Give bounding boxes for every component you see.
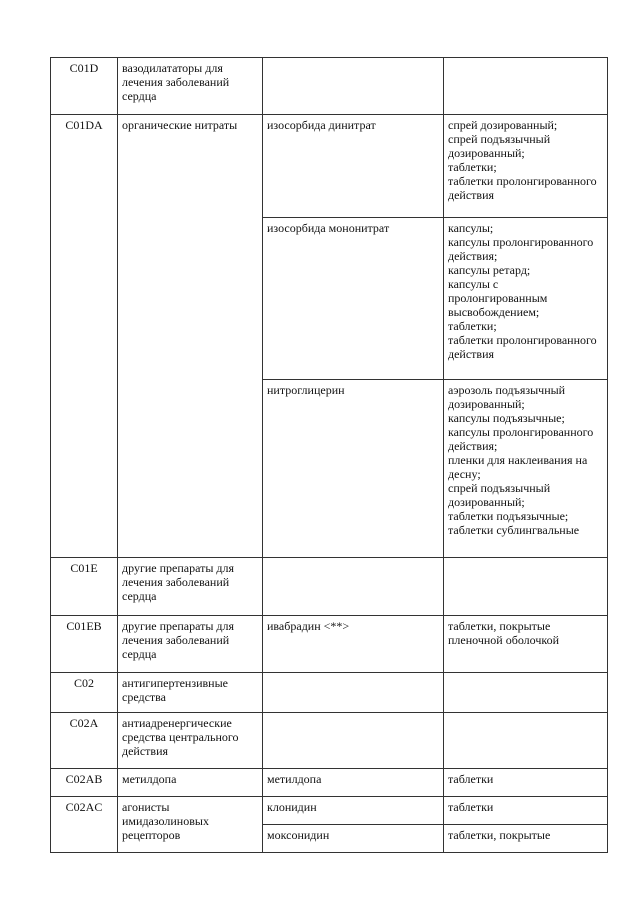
table-row xyxy=(51,616,608,673)
form-line: таблетки сублингвальные xyxy=(448,523,580,537)
forms-cell xyxy=(444,769,608,797)
group-cell xyxy=(118,616,263,673)
form-line: таблетки xyxy=(448,772,494,786)
form-line: дозированный; xyxy=(448,146,525,160)
group-cell xyxy=(118,558,263,616)
drug-cell: клонидин xyxy=(263,797,444,825)
group-cell xyxy=(118,769,263,797)
table-row xyxy=(51,797,608,825)
drug-cell: моксонидин xyxy=(263,825,444,853)
form-line: таблетки, покрытые xyxy=(448,619,551,633)
table-row xyxy=(51,713,608,769)
group-line: рецепторов xyxy=(122,828,181,842)
drug-cell xyxy=(263,713,444,769)
group-cell xyxy=(118,797,263,853)
forms-cell xyxy=(444,825,608,853)
forms-cell xyxy=(444,797,608,825)
table-row xyxy=(51,58,608,115)
group-line: другие препараты для xyxy=(122,561,235,575)
form-line: таблетки подъязычные; xyxy=(448,509,569,523)
form-line: аэрозоль подъязычный xyxy=(448,383,566,397)
form-line: спрей подъязычный xyxy=(448,132,551,146)
group-line: вазодилататоры для xyxy=(122,61,223,75)
drug-cell: изосорбида динитрат xyxy=(263,115,444,218)
form-line: десну; xyxy=(448,467,481,481)
atc-code-cell: C02A xyxy=(51,713,118,769)
forms-cell xyxy=(444,713,608,769)
atc-code-cell: C01DA xyxy=(51,115,118,558)
group-line: средства центрального xyxy=(122,730,239,744)
atc-code-cell: C02AC xyxy=(51,797,118,853)
drug-cell xyxy=(263,58,444,115)
group-line: другие препараты для xyxy=(122,619,235,633)
group-line: лечения заболеваний xyxy=(122,575,230,589)
drug-classification-table xyxy=(50,57,608,853)
form-line: капсулы пролонгированного xyxy=(448,235,594,249)
group-line: сердца xyxy=(122,589,157,603)
form-line: пленочной оболочкой xyxy=(448,633,560,647)
group-line: лечения заболеваний xyxy=(122,75,230,89)
forms-cell xyxy=(444,115,608,218)
group-line: метилдопа xyxy=(122,772,177,786)
form-line: капсулы подъязычные; xyxy=(448,411,565,425)
table-row xyxy=(51,769,608,797)
group-line: имидазолиновых xyxy=(122,814,209,828)
form-line: капсулы; xyxy=(448,221,494,235)
group-line: антигипертензивные xyxy=(122,676,228,690)
form-line: спрей дозированный; xyxy=(448,118,558,132)
table-row xyxy=(51,558,608,616)
forms-cell xyxy=(444,673,608,713)
form-line: пленки для наклеивания на xyxy=(448,453,588,467)
group-line: лечения заболеваний xyxy=(122,633,230,647)
group-line: антиадренергические xyxy=(122,716,232,730)
form-line: таблетки; xyxy=(448,160,497,174)
form-line: действия xyxy=(448,188,495,202)
form-line: действия; xyxy=(448,439,498,453)
drug-cell: метилдопа xyxy=(263,769,444,797)
group-line: агонисты xyxy=(122,800,170,814)
drug-cell: ивабрадин <**> xyxy=(263,616,444,673)
forms-cell xyxy=(444,558,608,616)
atc-code-cell: C01EB xyxy=(51,616,118,673)
form-line: действия; xyxy=(448,249,498,263)
drug-cell xyxy=(263,673,444,713)
form-line: спрей подъязычный xyxy=(448,481,551,495)
form-line: капсулы с xyxy=(448,277,499,291)
table-row xyxy=(51,115,608,218)
form-line: капсулы пролонгированного xyxy=(448,425,594,439)
form-line: капсулы ретард; xyxy=(448,263,531,277)
group-cell xyxy=(118,115,263,558)
form-line: таблетки; xyxy=(448,319,497,333)
forms-cell xyxy=(444,218,608,380)
atc-code-cell: C01E xyxy=(51,558,118,616)
form-line: дозированный; xyxy=(448,495,525,509)
form-line: таблетки пролонгированного xyxy=(448,333,597,347)
atc-code-cell: C01D xyxy=(51,58,118,115)
form-line: пролонгированным xyxy=(448,291,548,305)
drug-cell: изосорбида мононитрат xyxy=(263,218,444,380)
group-line: органические нитраты xyxy=(122,118,238,132)
form-line: действия xyxy=(448,347,495,361)
form-line: таблетки, покрытые xyxy=(448,828,551,842)
form-line: высвобождением; xyxy=(448,305,540,319)
table-row xyxy=(51,673,608,713)
group-cell xyxy=(118,58,263,115)
atc-code-cell: C02AB xyxy=(51,769,118,797)
group-cell xyxy=(118,673,263,713)
group-line: сердца xyxy=(122,647,157,661)
drug-cell xyxy=(263,558,444,616)
drug-cell: нитроглицерин xyxy=(263,380,444,558)
group-line: средства xyxy=(122,690,167,704)
forms-cell xyxy=(444,380,608,558)
group-cell xyxy=(118,713,263,769)
forms-cell xyxy=(444,616,608,673)
group-line: сердца xyxy=(122,89,157,103)
form-line: таблетки xyxy=(448,800,494,814)
form-line: дозированный; xyxy=(448,397,525,411)
group-line: действия xyxy=(122,744,169,758)
atc-code-cell: C02 xyxy=(51,673,118,713)
forms-cell xyxy=(444,58,608,115)
form-line: таблетки пролонгированного xyxy=(448,174,597,188)
